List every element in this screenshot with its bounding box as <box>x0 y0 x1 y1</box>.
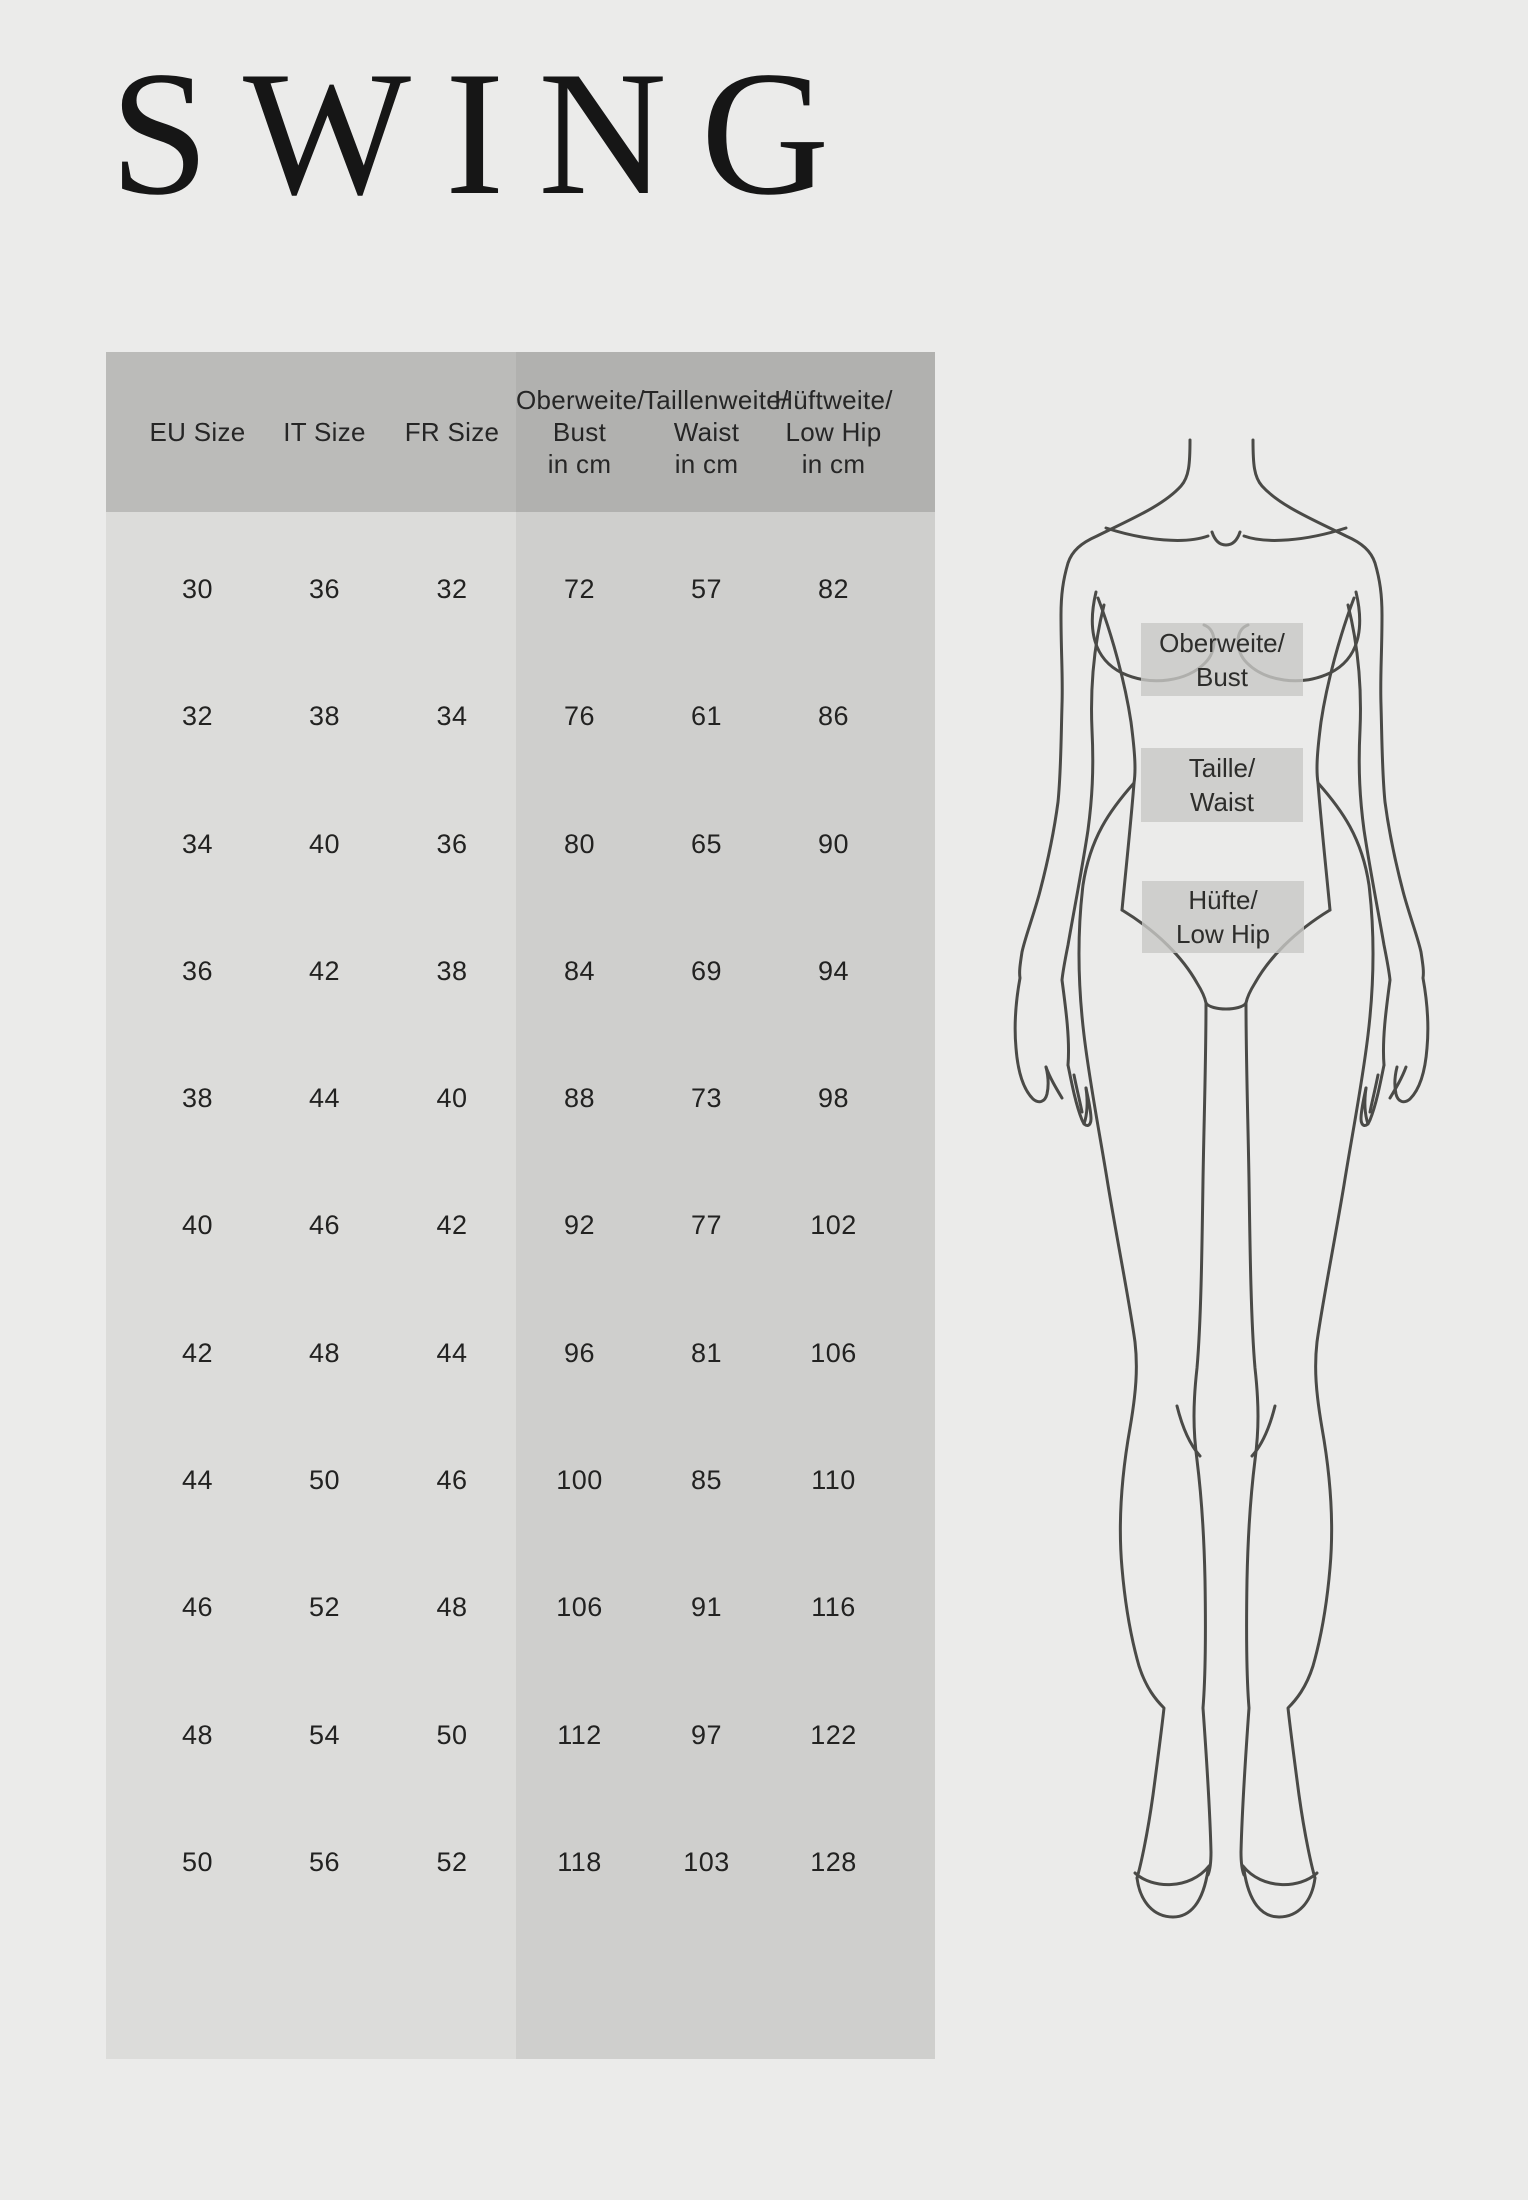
cell-eu-size-row3: 34 <box>181 828 214 859</box>
low-hip-label-line1: Hüfte/ <box>1188 885 1258 915</box>
waist-label-line1: Taille/ <box>1188 753 1256 783</box>
right-leg-inner <box>1241 1003 1258 1875</box>
cell-low-hip-row4: 94 <box>817 955 850 986</box>
cell-fr-size-row10: 50 <box>436 1719 468 1750</box>
cell-it-size-row9: 52 <box>308 1592 341 1623</box>
sternal-notch <box>1212 532 1240 545</box>
bust-measure-label <box>1141 623 1303 696</box>
size-row-36 <box>106 908 935 1035</box>
cell-low-hip-row7: 106 <box>810 1337 857 1368</box>
cell-low-hip-row5: 98 <box>817 1083 850 1114</box>
cell-fr-size-row9: 48 <box>436 1592 468 1623</box>
cell-it-size-row2: 38 <box>308 701 341 732</box>
cell-it-size-row8: 50 <box>308 1464 341 1495</box>
cell-waist-row10: 97 <box>690 1719 723 1750</box>
cell-low-hip-row8: 110 <box>811 1464 856 1495</box>
low-hip-label-line2: Low Hip <box>1176 919 1270 949</box>
cell-low-hip-row3: 90 <box>817 828 850 859</box>
cell-bust-row7: 96 <box>563 1337 596 1368</box>
size-chart-body <box>106 512 935 2059</box>
bust-label-line1: Oberweite/ <box>1159 627 1285 658</box>
cell-waist-row4: 69 <box>690 955 723 986</box>
crotch-curve <box>1206 1003 1246 1009</box>
size-row-48 <box>106 1671 935 1798</box>
brand-logo: SWING <box>110 34 864 232</box>
cell-bust-row8: 100 <box>556 1464 603 1495</box>
cell-eu-size-row8: 44 <box>181 1464 214 1495</box>
cell-eu-size-row9: 46 <box>181 1592 214 1623</box>
cell-bust-row10: 112 <box>557 1719 602 1750</box>
size-row-30 <box>106 526 935 653</box>
size-chart-header <box>106 352 935 512</box>
cell-low-hip-row2: 86 <box>817 701 850 732</box>
cell-waist-row9: 91 <box>690 1592 723 1623</box>
size-chart-table <box>106 352 935 2059</box>
cell-waist-row6: 77 <box>690 1210 723 1241</box>
cell-it-size-row4: 42 <box>308 955 341 986</box>
left-toe-cap-line <box>1135 1866 1209 1885</box>
cell-fr-size-row5: 40 <box>436 1083 468 1114</box>
left-leg-inner <box>1194 1003 1211 1875</box>
cell-waist-row11: 103 <box>683 1846 730 1877</box>
right-hand-finger-line <box>1365 1088 1368 1124</box>
cell-waist-row1: 57 <box>690 574 723 605</box>
cell-fr-size-row6: 42 <box>436 1210 468 1241</box>
cell-waist-row5: 73 <box>690 1083 723 1114</box>
size-row-38 <box>106 1035 935 1162</box>
cell-bust-row5: 88 <box>563 1083 596 1114</box>
column-header-it-size: IT Size <box>283 417 366 447</box>
cell-bust-row11: 118 <box>557 1846 602 1877</box>
low-hip-measure-label <box>1142 881 1304 953</box>
bust-label-line2: Bust <box>1195 661 1249 692</box>
cell-bust-row6: 92 <box>563 1210 596 1241</box>
size-row-44 <box>106 1417 935 1544</box>
cell-low-hip-row6: 102 <box>810 1210 857 1241</box>
cell-low-hip-row10: 122 <box>810 1719 857 1750</box>
cell-fr-size-row3: 36 <box>436 828 468 859</box>
cell-bust-row1: 72 <box>563 574 596 605</box>
cell-waist-row8: 85 <box>690 1464 723 1495</box>
column-header-waist: Taillenweite/ Waist in cm <box>643 385 789 479</box>
cell-eu-size-row7: 42 <box>181 1337 214 1368</box>
cell-bust-row4: 84 <box>563 955 596 986</box>
size-row-50 <box>106 1799 935 1926</box>
size-row-32 <box>106 653 935 780</box>
cell-fr-size-row1: 32 <box>436 574 468 605</box>
right-torso-side <box>1317 598 1354 910</box>
cell-eu-size-row6: 40 <box>181 1210 214 1241</box>
cell-low-hip-row11: 128 <box>810 1846 857 1877</box>
left-hand-finger-line <box>1084 1088 1087 1124</box>
cell-it-size-row5: 44 <box>308 1083 341 1114</box>
size-rows <box>106 512 935 1926</box>
cell-eu-size-row1: 30 <box>181 574 214 605</box>
cell-it-size-row6: 46 <box>308 1210 341 1241</box>
cell-it-size-row1: 36 <box>308 574 341 605</box>
size-row-40 <box>106 1162 935 1289</box>
cell-fr-size-row7: 44 <box>436 1337 468 1368</box>
cell-bust-row9: 106 <box>556 1592 603 1623</box>
cell-it-size-row7: 48 <box>308 1337 341 1368</box>
column-header-bust: Oberweite/ Bust in cm <box>516 385 645 479</box>
cell-fr-size-row8: 46 <box>436 1464 468 1495</box>
cell-eu-size-row11: 50 <box>181 1846 214 1877</box>
waist-label-line2: Waist <box>1189 787 1255 817</box>
cell-eu-size-row2: 32 <box>181 701 214 732</box>
right-hand-thumb-line <box>1390 1067 1406 1098</box>
column-header-eu-size: EU Size <box>149 417 246 447</box>
cell-fr-size-row2: 34 <box>436 701 468 732</box>
cell-it-size-row11: 56 <box>308 1846 341 1877</box>
size-row-42 <box>106 1290 935 1417</box>
cell-bust-row3: 80 <box>563 828 596 859</box>
cell-it-size-row3: 40 <box>308 828 341 859</box>
waist-measure-label <box>1141 748 1303 822</box>
cell-eu-size-row4: 36 <box>181 955 214 986</box>
column-header-fr-size: FR Size <box>404 417 500 447</box>
cell-it-size-row10: 54 <box>308 1719 341 1750</box>
cell-eu-size-row5: 38 <box>181 1083 214 1114</box>
cell-fr-size-row11: 52 <box>436 1846 468 1877</box>
cell-waist-row2: 61 <box>690 701 723 732</box>
left-torso-side <box>1098 598 1135 910</box>
left-collarbone-line <box>1106 528 1208 540</box>
size-row-46 <box>106 1544 935 1671</box>
right-toe-cap-line <box>1243 1866 1317 1885</box>
header-row <box>106 352 935 512</box>
cell-fr-size-row4: 38 <box>436 955 468 986</box>
cell-waist-row3: 65 <box>690 828 723 859</box>
cell-low-hip-row1: 82 <box>817 574 850 605</box>
column-header-low-hip: Hüftweite/ Low Hip in cm <box>774 385 893 479</box>
cell-eu-size-row10: 48 <box>181 1719 214 1750</box>
body-measurement-figure <box>1010 420 1470 1940</box>
size-row-34 <box>106 781 935 908</box>
cell-low-hip-row9: 116 <box>811 1592 856 1623</box>
cell-bust-row2: 76 <box>563 701 596 732</box>
cell-waist-row7: 81 <box>690 1337 723 1368</box>
